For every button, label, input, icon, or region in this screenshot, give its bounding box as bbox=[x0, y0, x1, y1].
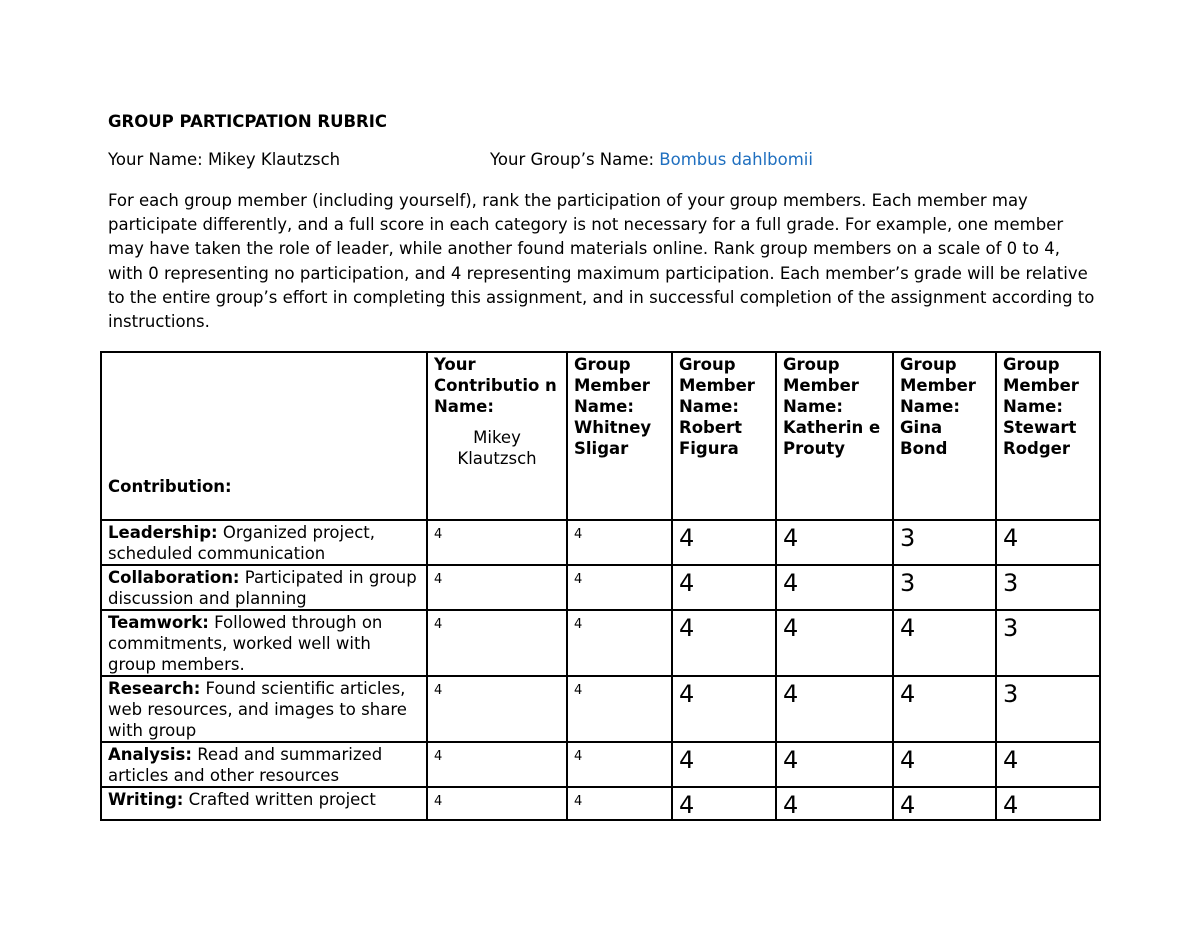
score-cell[interactable]: 4 bbox=[893, 610, 996, 676]
score-cell[interactable]: 3 bbox=[996, 565, 1100, 610]
score-cell[interactable]: 4 bbox=[672, 610, 776, 676]
category-label: Collaboration: bbox=[108, 568, 240, 587]
contribution-cell bbox=[101, 565, 427, 610]
score-cell[interactable]: 4 bbox=[672, 565, 776, 610]
category-label: Analysis: bbox=[108, 745, 192, 764]
score-cell[interactable]: 4 bbox=[672, 520, 776, 565]
score-cell[interactable]: 4 bbox=[427, 676, 567, 742]
score-cell[interactable]: 4 bbox=[567, 676, 672, 742]
score-cell[interactable]: 4 bbox=[996, 787, 1100, 820]
member-header: Group Member Name: Whitney Sligar bbox=[567, 352, 672, 520]
your-contribution-label: Your Contributio n Name: bbox=[434, 355, 557, 416]
score-cell[interactable]: 4 bbox=[567, 610, 672, 676]
score-cell[interactable]: 4 bbox=[427, 742, 567, 787]
score-cell[interactable]: 4 bbox=[672, 742, 776, 787]
score-cell[interactable]: 4 bbox=[427, 520, 567, 565]
table-row bbox=[101, 610, 1100, 676]
score-cell[interactable]: 4 bbox=[567, 787, 672, 820]
score-cell[interactable]: 4 bbox=[776, 610, 893, 676]
table-row bbox=[101, 742, 1100, 787]
score-cell[interactable]: 3 bbox=[893, 565, 996, 610]
category-description: Read and summarized articles and other resources bbox=[108, 745, 383, 785]
group-name-line bbox=[490, 150, 813, 169]
score-cell[interactable]: 4 bbox=[776, 742, 893, 787]
contribution-cell bbox=[101, 610, 427, 676]
table-row bbox=[101, 565, 1100, 610]
score-cell[interactable]: 4 bbox=[776, 565, 893, 610]
score-cell[interactable]: 4 bbox=[893, 676, 996, 742]
score-cell[interactable]: 3 bbox=[996, 610, 1100, 676]
score-cell[interactable]: 4 bbox=[672, 787, 776, 820]
category-description: Crafted written project bbox=[183, 790, 376, 809]
score-cell[interactable]: 4 bbox=[893, 742, 996, 787]
category-description: Participated in group discussion and planning bbox=[108, 568, 417, 608]
member-header: Group Member Name: Katherin e Prouty bbox=[776, 352, 893, 520]
table-row bbox=[101, 520, 1100, 565]
contribution-header: Contribution: bbox=[101, 352, 427, 520]
header-row bbox=[101, 352, 1100, 520]
your-name: Your Name: Mikey Klautzsch bbox=[108, 150, 341, 169]
category-description: Found scientific articles, web resources, and images to share with group bbox=[108, 679, 407, 740]
score-cell[interactable]: 4 bbox=[567, 520, 672, 565]
member-header: Group Member Name: Gina Bond bbox=[893, 352, 996, 520]
your-contribution-header bbox=[427, 352, 567, 520]
category-description: Followed through on commitments, worked well with group members. bbox=[108, 613, 383, 674]
score-cell[interactable]: 4 bbox=[776, 520, 893, 565]
contribution-cell bbox=[101, 742, 427, 787]
member-header: Group Member Name: Robert Figura bbox=[672, 352, 776, 520]
score-cell[interactable]: 4 bbox=[893, 787, 996, 820]
score-cell[interactable]: 3 bbox=[996, 676, 1100, 742]
score-cell[interactable]: 4 bbox=[427, 787, 567, 820]
category-label: Teamwork: bbox=[108, 613, 209, 632]
category-description: Organized project, scheduled communication bbox=[108, 523, 376, 563]
table-row bbox=[101, 676, 1100, 742]
score-cell[interactable]: 4 bbox=[567, 742, 672, 787]
score-cell[interactable]: 4 bbox=[567, 565, 672, 610]
score-cell[interactable]: 4 bbox=[776, 676, 893, 742]
score-cell[interactable]: 4 bbox=[776, 787, 893, 820]
score-cell[interactable]: 3 bbox=[893, 520, 996, 565]
rubric-table bbox=[100, 351, 1101, 821]
contribution-cell bbox=[101, 787, 427, 820]
category-label: Writing: bbox=[108, 790, 184, 809]
group-name: Bombus dahlbomii bbox=[659, 150, 813, 169]
score-cell[interactable]: 4 bbox=[996, 742, 1100, 787]
instructions: For each group member (including yourself), rank the participation of your group members. Each member may participate differently, and a full score in each category is not necessary for a full grade. For example, one member may have taken the role of leader, while another found materials online. Rank group members on a scale of 0 to 4, with 0 representing no participation, and 4 representing maximum participation. Each member’s grade will be relative to the entire group’s effort in completing this assignment, and in successful completion of the assignment according to instructions. bbox=[108, 191, 1095, 332]
document-title: GROUP PARTICPATION RUBRIC bbox=[108, 112, 388, 131]
table-row bbox=[101, 787, 1100, 820]
contribution-cell bbox=[101, 676, 427, 742]
member-header: Group Member Name: Stewart Rodger bbox=[996, 352, 1100, 520]
category-label: Leadership: bbox=[108, 523, 218, 542]
your-contribution-name: Mikey Klautzsch bbox=[457, 428, 537, 468]
contribution-cell bbox=[101, 520, 427, 565]
score-cell[interactable]: 4 bbox=[427, 610, 567, 676]
score-cell[interactable]: 4 bbox=[672, 676, 776, 742]
name-line bbox=[108, 150, 1088, 169]
score-cell[interactable]: 4 bbox=[996, 520, 1100, 565]
category-label: Research: bbox=[108, 679, 201, 698]
group-name-label: Your Group’s Name: bbox=[490, 150, 660, 169]
score-cell[interactable]: 4 bbox=[427, 565, 567, 610]
